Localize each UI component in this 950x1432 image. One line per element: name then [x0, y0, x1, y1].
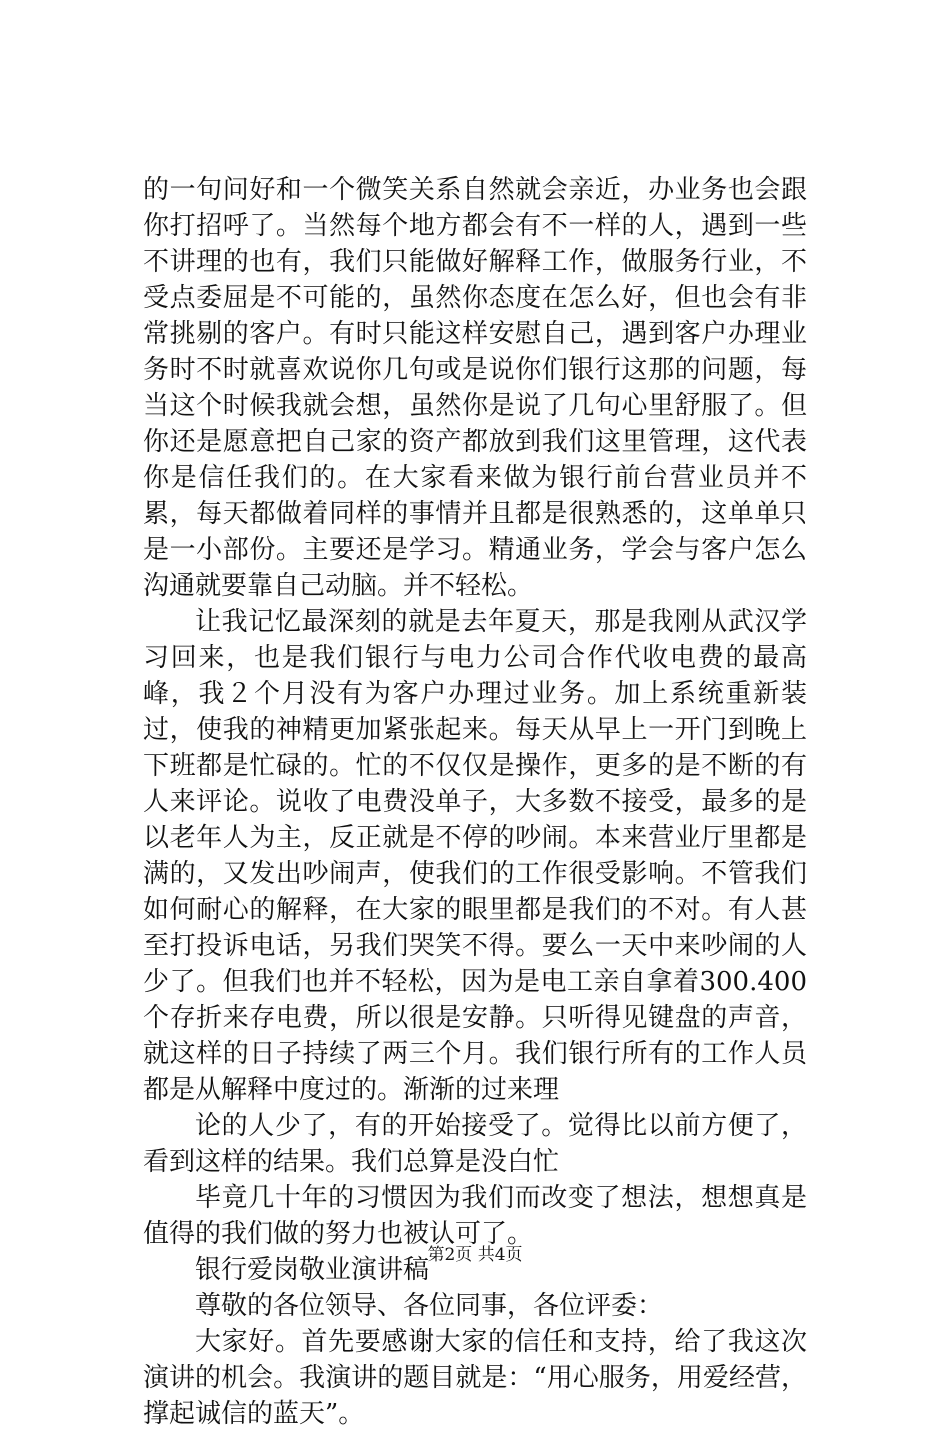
speech-opening: 大家好。首先要感谢大家的信任和支持，给了我这次演讲的机会。我演讲的题目就是：“用心服务，用爱经营，撑起诚信的蓝天”。	[143, 1327, 807, 1429]
page-number-footer: 第2页 共4页	[427, 1245, 523, 1265]
paragraph-conclusion: 毕竟几十年的习惯因为我们而改变了想法，想想真是值得的我们做的努力也被认可了。	[143, 1183, 807, 1249]
speech-salutation: 尊敬的各位领导、各位同事，各位评委：	[195, 1291, 664, 1321]
document-body	[143, 172, 807, 1432]
paragraph-continuation: 的一句问好和一个微笑关系自然就会亲近，办业务也会跟你打招呼了。当然每个地方都会有不一样的人，遇到一些不讲理的也有，我们只能做好解释工作，做服务行业，不受点委屈是不可能的，虽然你态度在怎么好，但也会有非常挑剔的客户。有时只能这样安慰自己，遇到客户办理业务时不时就喜欢说你几句或是说你们银行这那的问题，每当这个时候我就会想，虽然你是说了几句心里舒服了。但你还是愿意把自己家的资产都放到我们这里管理，这代表你是信任我们的。在大家看来做为银行前台营业员并不累，每天都做着同样的事情并且都是很熟悉的，这单单只是一小部份。主要还是学习。精通业务，学会与客户怎么沟通就要靠自己动脑。并不轻松。	[143, 175, 807, 601]
paragraph-fragment: 论的人少了，有的开始接受了。觉得比以前方便了，看到这样的结果。我们总算是没白忙	[143, 1111, 807, 1177]
speech-title: 银行爱岗敬业演讲稿	[195, 1255, 430, 1285]
paragraph-memory: 让我记忆最深刻的就是去年夏天，那是我刚从武汉学习回来，也是我们银行与电力公司合作代收电费的最高峰，我２个月没有为客户办理过业务。加上系统重新装过，使我的神精更加紧张起来。每天从早上一开门到晚上下班都是忙碌的。忙的不仅仅是操作，更多的是不断的有人来评论。说收了电费没单子，大多数不接受，最多的是以老年人为主，反正就是不停的吵闹。本来营业厅里都是满的，又发出吵闹声，使我们的工作很受影响。不管我们如何耐心的解释，在大家的眼里都是我们的不对。有人甚至打投诉电话，另我们哭笑不得。要么一天中来吵闹的人少了。但我们也并不轻松，因为是电工亲自拿着300.400个存折来存电费，所以很是安静。只听得见键盘的声音，就这样的日子持续了两三个月。我们银行所有的工作人员都是从解释中度过的。渐渐的过来理	[143, 607, 807, 1105]
